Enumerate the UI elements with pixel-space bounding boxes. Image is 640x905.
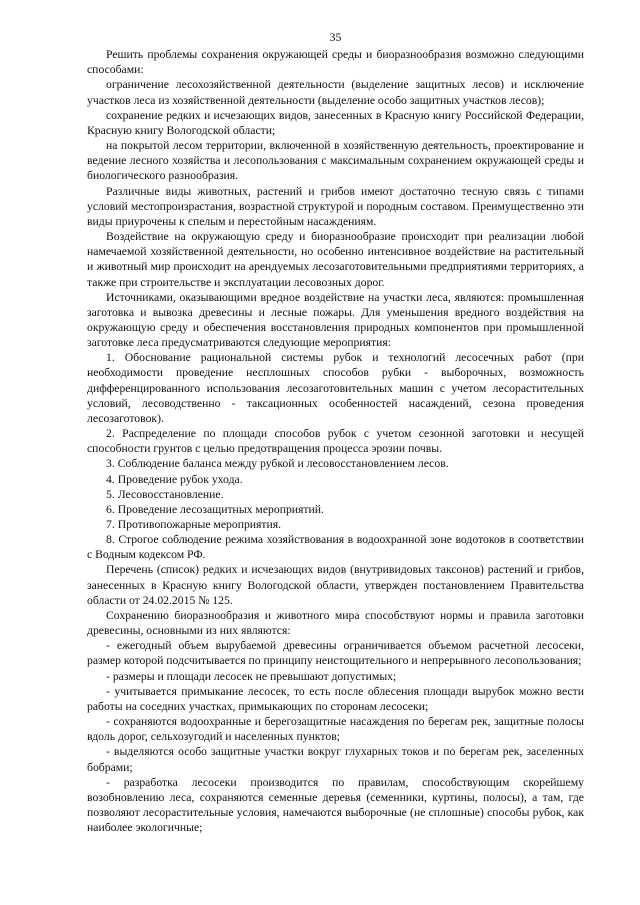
- list-item: - сохраняются водоохранные и берегозащитные насаждения по берегам рек, защитные полосы вдоль дорог, сельхозугодий и населенных пунктов;: [87, 715, 584, 744]
- list-item: - разработка лесосеки производится по правилам, способствующим скорейшему возобновлению леса, сохраняются семенные деревья (семенники, куртины, полосы), а там, где позволяют лесорастительные условия, намечаются выборочные (не сплошные) способы рубок, как наиболее экологичные;: [87, 775, 584, 835]
- list-item: - выделяются особо защитные участки вокруг глухарных токов и по берегам рек, заселенных бобрами;: [87, 745, 584, 774]
- list-item: 2. Распределение по площади способов рубок с учетом сезонной заготовки и несущей способности грунтов с целью предотвращения процесса эрозии почвы.: [87, 427, 584, 456]
- list-item: 8. Строгое соблюдение режима хозяйствования в водоохранной зоне водотоков в соответствии с Водным кодексом РФ.: [87, 533, 584, 562]
- list-item: 4. Проведение рубок ухода.: [106, 472, 243, 486]
- paragraph: Перечень (список) редких и исчезающих видов (внутривидовых таксонов) растений и грибов, занесенных в Красную книгу Вологодской области, утвержден постановлением Правительства области от 24.02.2015 № 125.: [87, 563, 584, 607]
- paragraph: Воздействие на окружающую среду и биоразнообразие происходит при реализации любой намечаемой хозяйственной деятельности, но особенно интенсивное воздействие на растительный и животный мир происходит на арендуемых лесозаготовительными предприятиями территориях, а также при строительстве и эксплуатации лесовозных дорог.: [87, 230, 584, 289]
- list-item: 6. Проведение лесозащитных мероприятий.: [106, 502, 324, 516]
- paragraph: ограничение лесохозяйственной деятельности (выделение защитных лесов) и исключение участков леса из хозяйственной деятельности (выделение особо защитных участков лесов);: [87, 78, 584, 107]
- paragraph: Различные виды животных, растений и грибов имеют достаточно тесную связь с типами условий местопроизрастания, возрастной структурой и породным составом. Преимущественно эти виды приурочены к спелым и перестойным насаждениям.: [87, 184, 584, 228]
- list-item: - размеры и площади лесосек не превышают допустимых;: [106, 669, 397, 683]
- list-item: - ежегодный объем вырубаемой древесины ограничивается объемом расчетной лесосеки, размер которой подсчитывается по принципу неистощительного и непрерывного лесопользования;: [87, 639, 584, 668]
- list-item: 1. Обоснование рациональной системы рубок и технологий лесосечных работ (при необходимости проведение несплошных способов рубки - выборочных, возможность дифференцированного использования лесозаготовительных машин с учетом лесорастительных условий, лесоводственно - таксационных особенностей насаждений, сезона проведения лесозаготовок).: [87, 351, 584, 425]
- paragraph: Решить проблемы сохранения окружающей среды и биоразнообразия возможно следующими способами:: [87, 48, 584, 77]
- paragraph: Сохранению биоразнообразия и животного мира способствуют нормы и правила заготовки древесины, основными из них являются:: [87, 608, 584, 638]
- list-item: - учитывается примыкание лесосек, то есть после облесения площади вырубок можно вести работы на соседних участках, примыкающих по сторонам лесосеки;: [87, 684, 584, 713]
- list-item: 7. Противопожарные мероприятия.: [106, 518, 282, 531]
- paragraph: сохранение редких и исчезающих видов, занесенных в Красную книгу Российской Федерации, Красную книгу Вологодской области;: [87, 108, 584, 137]
- paragraph: Источниками, оказывающими вредное воздействие на участки леса, являются: промышленная заготовка и вывозка древесины и лесные пожары. Для уменьшения вредного воздействия на окружающую среду и обеспечения восстановления природных компонентов при промышленной заготовке леса предусматриваются следующие мероприятия:: [87, 290, 584, 350]
- list-item: 3. Соблюдение баланса между рубкой и лесовосстановлением лесов.: [106, 457, 449, 471]
- list-item: 5. Лесовосстановление.: [106, 487, 224, 501]
- page-number: 35: [329, 31, 342, 44]
- paragraph: на покрытой лесом территории, включенной в хозяйственную деятельность, проектирование и ведение лесного хозяйства и лесопользования с максимальным сохранением окружающей среды и биологического разнообразия.: [87, 139, 584, 183]
- document-page: [87, 30, 584, 835]
